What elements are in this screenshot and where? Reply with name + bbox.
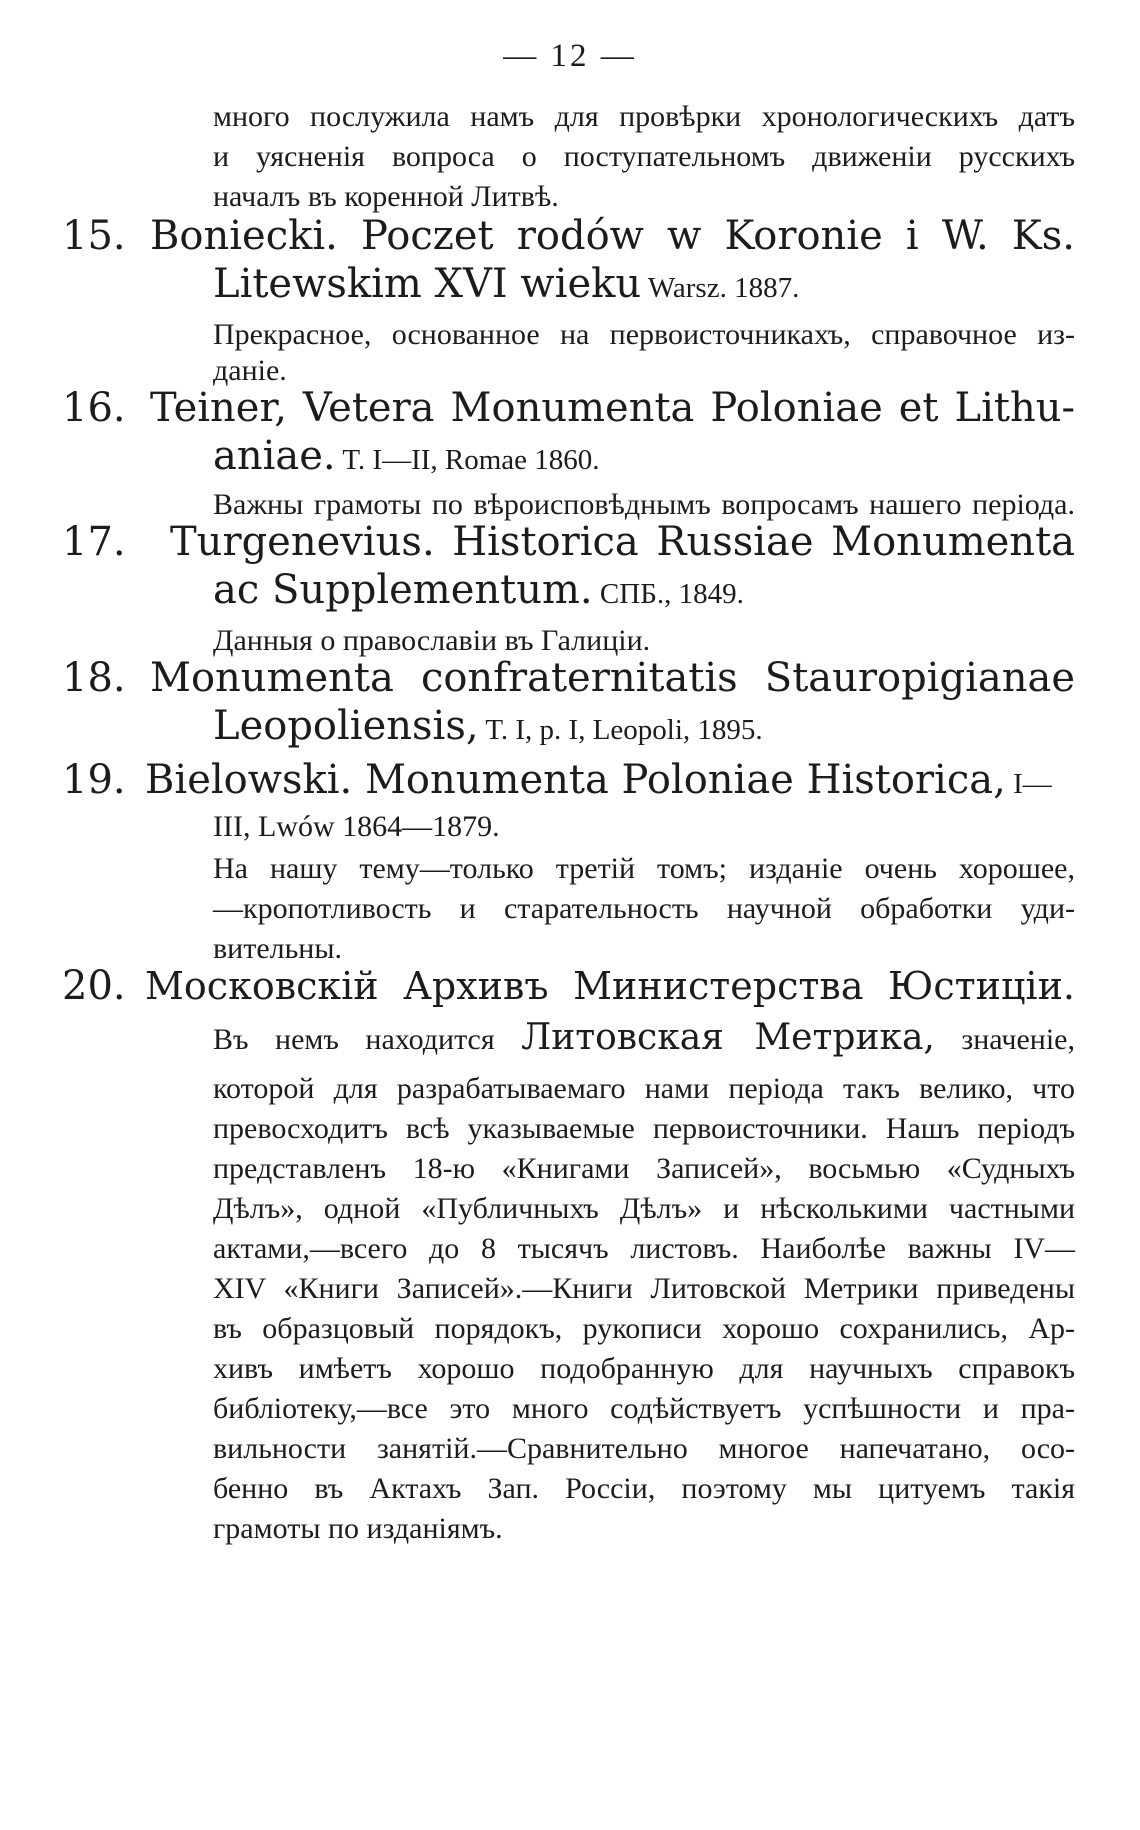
entry-note-line: —кропотливость и старательность научной обработки уди-	[213, 892, 1075, 925]
entry-number: 16.	[62, 385, 126, 431]
entry-note-line: даніе.	[213, 354, 287, 387]
entry-note-line: Дѣлъ», одной «Публичныхъ Дѣлъ» и нѣсколькими частными	[213, 1192, 1075, 1225]
entry-title-part: Bielowski. Monumenta Poloniae Historica,	[145, 757, 1006, 803]
entry-note-line: XIV «Книги Записей».—Книги Литовской Метрики приведены	[213, 1272, 1075, 1305]
entry-title-part: ac Supplementum.	[213, 567, 593, 613]
entry-note-line: Важны грамоты по вѣроисповѣднымъ вопросамъ нашего періода.	[213, 488, 1075, 521]
note-text: Въ немъ находится	[213, 1023, 522, 1056]
entry-note-line: Данныя о православіи въ Галиціи.	[213, 624, 651, 657]
entry-note-line: Прекрасное, основанное на первоисточникахъ, справочное из-	[213, 318, 1075, 351]
note-text: значеніе,	[934, 1023, 1075, 1056]
entry-title: Московскій Архивъ Министерства Юстиціи.	[145, 964, 1075, 1008]
entry-title: Teiner, Vetera Monumenta Poloniae et Lithu-	[150, 385, 1075, 431]
entry-note-line: хивъ имѣетъ хорошо подобранную для научныхъ справокъ	[213, 1352, 1075, 1385]
entry-note-line: актами,—всего до 8 тысячъ листовъ. Наиболѣе важны IV—	[213, 1232, 1075, 1265]
intro-line: началъ въ коренной Литвѣ.	[213, 180, 559, 213]
entry-title	[145, 756, 1075, 808]
entry-note-line	[213, 1016, 1075, 1062]
entry-note-line: представленъ 18-ю «Книгами Записей», восьмью «Судныхъ	[213, 1152, 1075, 1185]
entry-title-continued	[213, 702, 1075, 754]
entry-note-line: превосходитъ всѣ указываемые первоисточники. Нашъ періодъ	[213, 1112, 1075, 1145]
entry-imprint: T. I, p. I, Leopoli, 1895.	[478, 714, 763, 746]
entry-number: 20.	[62, 963, 126, 1009]
entry-title-part: Leopoliensis,	[213, 703, 479, 749]
entry-title-continued	[213, 432, 1075, 484]
entry-imprint: T. I—II, Romae 1860.	[335, 444, 600, 476]
page-number: — 12 —	[503, 38, 637, 74]
entry-imprint: СПБ., 1849.	[592, 578, 744, 610]
entry-note-line: вительны.	[213, 932, 343, 965]
entry-title: Boniecki. Poczet rodów w Koronie i W. Ks.	[150, 213, 1075, 259]
entry-note-line: которой для разрабатываемаго нами періода такъ велико, что	[213, 1072, 1075, 1105]
note-emphasis: Литовская Метрика,	[521, 1017, 935, 1058]
entry-title: Turgenevius. Historica Russiae Monumenta	[170, 519, 1075, 565]
intro-line: и уясненія вопроса о поступательномъ движеніи русскихъ	[213, 140, 1075, 173]
intro-line: много послужила намъ для провѣрки хронологическихъ датъ	[213, 100, 1075, 133]
entry-title-part: aniae.	[213, 433, 336, 479]
entry-title: Monumenta confraternitatis Stauropigianae	[150, 655, 1075, 701]
entry-title-continued	[213, 260, 1075, 312]
entry-note-line: На нашу тему—только третій томъ; изданіе очень хорошее,	[213, 852, 1075, 885]
entry-title-continued	[213, 566, 1075, 618]
entry-title-continued: III, Lwów 1864—1879.	[213, 810, 500, 843]
entry-note-line: библіотеку,—все это много содѣйствуетъ успѣшности и пра-	[213, 1392, 1075, 1425]
entry-note-line: грамоты по изданіямъ.	[213, 1512, 503, 1545]
entry-number: 19.	[62, 757, 126, 803]
entry-number: 18.	[62, 655, 126, 701]
entry-note-line: бенно въ Актахъ Зап. Россіи, поэтому мы цитуемъ такія	[213, 1472, 1075, 1505]
entry-imprint: I—	[1005, 768, 1052, 800]
entry-number: 15.	[62, 213, 126, 259]
entry-title-part: Litewskim XVI wieku	[213, 261, 642, 307]
entry-note-line: вильности занятій.—Сравнительно многое напечатано, осо-	[213, 1432, 1075, 1465]
entry-number: 17.	[62, 519, 126, 565]
entry-note-line: въ образцовый порядокъ, рукописи хорошо сохранились, Ар-	[213, 1312, 1075, 1345]
entry-imprint: Warsz. 1887.	[641, 272, 800, 304]
